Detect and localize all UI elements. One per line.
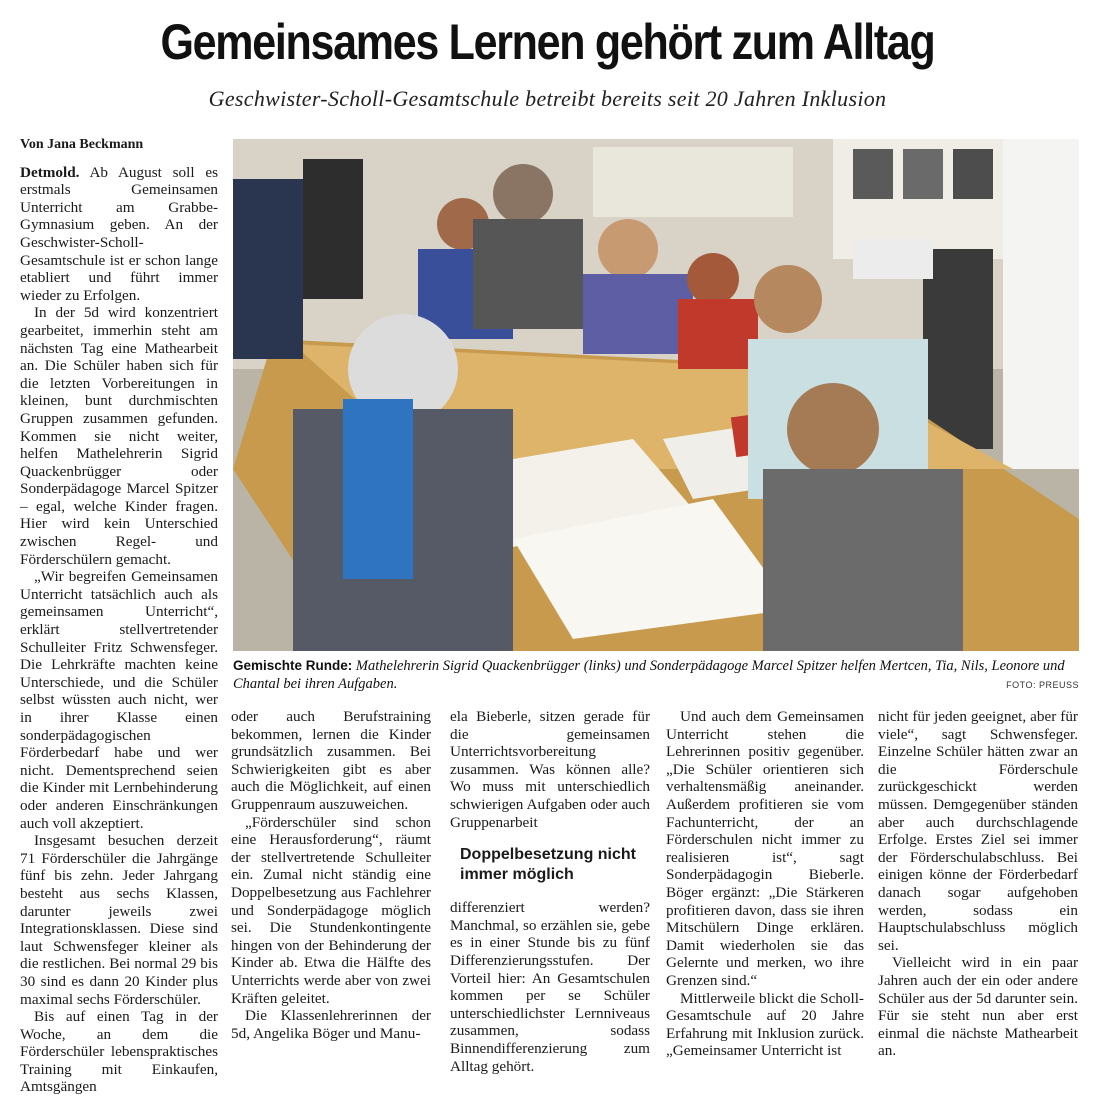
paragraph: „Förderschüler sind schon eine Herausforderung“, räumt der stellvertretende Schulleiter ein. Zumal nicht ständig eine Doppelbesetzung aus Fachlehrer und Sonderpädagoge möglich sei. Die Stundenkontingente hingen von der Behinderung der Kinder ab. Etwa die Hälfte des Unterrichts werde aber von zwei Kräften geleitet. [231, 813, 431, 1007]
classroom-photo-illustration [233, 139, 1079, 651]
article-photo [233, 139, 1079, 651]
article-column-5 [878, 708, 1078, 1060]
paragraph: nicht für jeden geeignet, aber für viele“, sagt Schwensfeger. Einzelne Schüler hätten zwar an die Förderschule zurückgeschickt werden müssen. Demgegenüber ständen aber auch durchschlagende Erfolge. Erstes Ziel sei immer der Förderschulabschluss. Bei einigen könne der Förderbedarf danach sogar aufgehoben werden, sodass ein Hauptschulabschluss möglich sei. [878, 708, 1078, 954]
photo-credit: FOTO: PREUSS [1006, 680, 1079, 690]
article-column-3 [450, 708, 650, 1075]
paragraph: Bis auf einen Tag in der Woche, an dem die Förderschüler lebenspraktisches Training mit Einkaufen, Amtsgängen [20, 1008, 218, 1096]
paragraph: Und auch dem Gemeinsamen Unterricht stehen die Lehrerinnen positiv gegenüber. „Die Schüler orientieren sich verhaltensmäßig aneinander. Außerdem profitieren sie vom Fachunterricht, der an Förderschulen nicht immer zu realisieren ist“, sagt Sonderpädagogin Bieberle. Böger ergänzt: „Die Stärkeren profitieren davon, dass sie ihren Mitschülern Dinge erklären. Damit wiederholen sie das Gelernte und merken, wo ihre Grenzen sind.“ [666, 708, 864, 989]
article-column-4 [666, 708, 864, 1060]
paragraph: ela Bieberle, sitzen gerade für die gemeinsamen Unterrichtsvorbereitung zusammen. Was können alle? Wo muss mit unterschiedlich schwierigen Aufgaben oder auch Gruppenarbeit [450, 708, 650, 831]
subheadline: Geschwister-Scholl-Gesamtschule betreibt bereits seit 20 Jahren Inklusion [208, 86, 887, 111]
headline: Gemeinsames Lernen gehört zum Alltag [160, 14, 935, 70]
paragraph: Insgesamt besuchen derzeit 71 Förderschüler die Jahrgänge fünf bis zehn. Jeder Jahrgang besteht aus sechs Klassen, darunter jeweils zwei Integrationsklassen. Diese sind laut Schwensfeger kleiner als die restlichen. Bei normal 29 bis 30 sind es dann 20 Kinder plus maximal sechs Förderschüler. [20, 832, 218, 1008]
dateline: Detmold. [20, 163, 80, 181]
photo-caption [233, 657, 1079, 693]
paragraph: Mittlerweile blickt die Scholl-Gesamtschule auf 20 Jahre Erfahrung mit Inklusion zurück. „Gemeinsamer Unterricht ist [666, 989, 864, 1060]
crosshead: Doppelbesetzung nicht immer möglich [460, 846, 636, 884]
article-column-2 [231, 708, 431, 1042]
byline: Von Jana Beckmann [20, 137, 144, 152]
paragraph [20, 164, 218, 305]
paragraph: differenziert werden? Manchmal, so erzählen sie, gebe es in einer Stunde bis zu fünf Differenzierungsstufen. Der Vorteil hier: An Gesamtschulen kommen per se Schüler unterschiedlichster Lernniveaus zusammen, sodass Binnendifferenzierung zum Alltag gehört. [450, 899, 650, 1075]
paragraph-text: Ab August soll es erstmals Gemeinsamen Unterricht am Grabbe-Gymnasium geben. An der Geschwister-Scholl-Gesamtschule ist er schon lange etabliert und führt immer wieder zu Erfolgen. [20, 163, 218, 304]
paragraph: Die Klassenlehrerinnen der 5d, Angelika Böger und Manu- [231, 1007, 431, 1042]
article-column-1 [20, 136, 218, 1096]
paragraph: oder auch Berufstraining bekommen, lernen die Kinder grundsätzlich zusammen. Bei Schwierigkeiten gibt es aber auch die Möglichkeit, auf einen Gruppenraum auszuweichen. [231, 708, 431, 813]
caption-text: Mathelehrerin Sigrid Quackenbrügger (links) und Sonderpädagoge Marcel Spitzer helfen Mertcen, Tia, Nils, Leonore und Chantal bei ihren Aufgaben. [233, 658, 1065, 692]
caption-label: Gemischte Runde: [233, 658, 353, 673]
paragraph: Vielleicht wird in ein paar Jahren auch der ein oder andere Schüler aus der 5d darunter sein. Für sie steht nun aber erst einmal die nächste Mathearbeit an. [878, 954, 1078, 1060]
paragraph: In der 5d wird konzentriert gearbeitet, immerhin steht am nächsten Tag eine Mathearbeit an. Die Schüler haben sich für die letzten Vorbereitungen in kleinen, bunt durchmischten Gruppen zusammen gefunden. Kommen sie nicht weiter, helfen Mathelehrerin Sigrid Quackenbrügger oder Sonderpädagoge Marcel Spitzer – egal, welche Kinder fragen. Hier wird kein Unterschied zwischen Regel- und Förderschülern gemacht. [20, 304, 218, 568]
paragraph: „Wir begreifen Gemeinsamen Unterricht tatsächlich auch als gemeinsamen Unterricht“, erklärt stellvertretender Schulleiter Fritz Schwensfeger. Die Lehrkräfte machten keine Unterschiede, und die Schüler selbst wüssten auch nicht, wer in ihrer Klasse einen sonderpädagogischen Förderbedarf habe und wer nicht. Dementsprechend seien die Kinder mit Lernbehinderung oder anderen Einschränkungen auch voll akzeptiert. [20, 568, 218, 832]
